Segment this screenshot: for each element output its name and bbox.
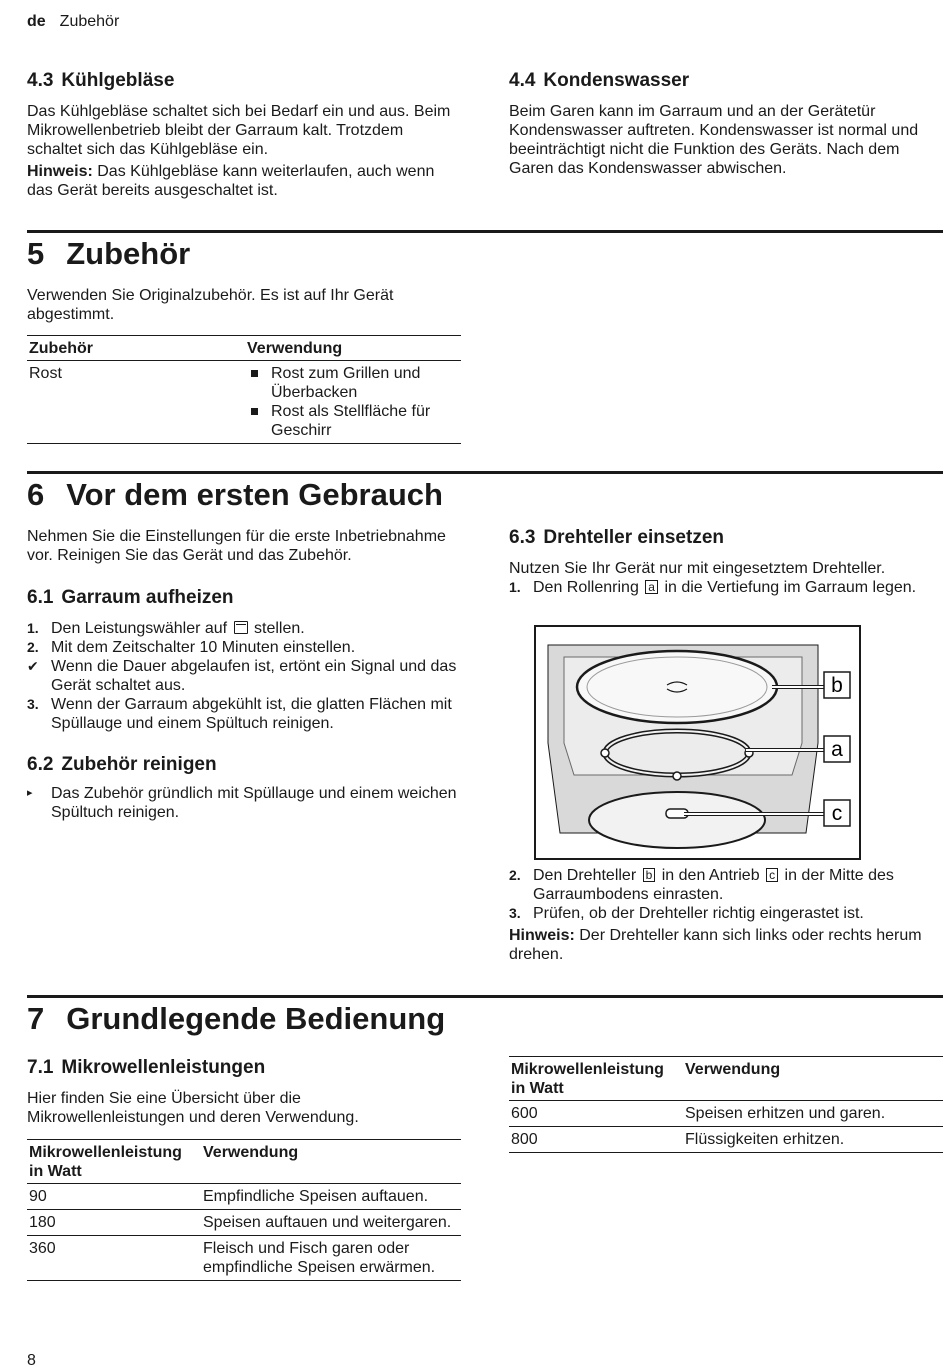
- turntable-figure: [534, 625, 862, 861]
- page-number: 8: [27, 1352, 36, 1369]
- paragraph: Hier finden Sie eine Übersicht über die Mikrowellenleistungen und deren Verwendung.: [27, 1090, 359, 1126]
- table-cell: Empfindliche Speisen auftauen.: [201, 1184, 461, 1210]
- note: Hinweis: Der Drehteller kann sich links oder rechts herum drehen.: [509, 927, 922, 963]
- step: 1. Den Leistungswähler auf stellen.: [27, 620, 305, 637]
- table-cell: 600: [509, 1101, 683, 1127]
- action-step: ▸ Das Zubehör gründlich mit Spüllauge und einem weichen Spültuch reinigen.: [27, 785, 457, 821]
- power-table-right: [509, 1056, 943, 1153]
- step: 2. Den Drehteller b in den Antrieb c in der Mitte des Garraumbodens einrasten.: [509, 867, 894, 903]
- table-header: Verwendung: [201, 1140, 461, 1184]
- table-cell: 800: [509, 1127, 683, 1153]
- table-row: [27, 1184, 461, 1210]
- turntable-plate: [577, 651, 777, 723]
- step: 2. Mit dem Zeitschalter 10 Minuten einstellen.: [27, 639, 356, 656]
- table-cell: Speisen erhitzen und garen.: [683, 1101, 943, 1127]
- chapter-7-title: [27, 1001, 627, 1037]
- figure-label-a: a: [831, 738, 843, 761]
- table-cell: Speisen auftauen und weitergaren.: [201, 1210, 461, 1236]
- table-cell: 90: [27, 1184, 201, 1210]
- chapter-title: 6 Vor dem ersten Gebrauch: [27, 477, 443, 512]
- power-table-right-wrap: [509, 1056, 943, 1153]
- section-title: 6.2 Zubehör reinigen: [27, 754, 217, 775]
- section-title: 4.3 Kühlgebläse: [27, 70, 175, 91]
- paragraph: Nutzen Sie Ihr Gerät nur mit eingesetztem Drehteller.: [509, 560, 886, 577]
- chapter-6-left: [27, 527, 457, 822]
- step-result: ✔ Wenn die Dauer abgelaufen ist, ertönt ein Signal und das Gerät schaltet aus.: [27, 658, 457, 694]
- table-row: [27, 361, 461, 444]
- header-title: Zubehör: [59, 13, 120, 30]
- section-title: 7.1 Mikrowellenleistungen: [27, 1057, 266, 1078]
- language-code: de: [27, 13, 46, 30]
- running-header: [27, 12, 119, 31]
- accessory-table: [27, 335, 461, 444]
- chapter-5: [27, 236, 467, 444]
- step: 3. Wenn der Garraum abgekühlt ist, die glatten Flächen mit Spüllauge und einem Spültuch reinigen.: [27, 696, 452, 732]
- table-row: [27, 1210, 461, 1236]
- chapter-6-title: [27, 477, 627, 513]
- drive-base: [589, 792, 765, 848]
- table-header: Mikrowellenleistung in Watt: [27, 1140, 201, 1184]
- table-cell: Flüssigkeiten erhitzen.: [683, 1127, 943, 1153]
- chapter-rule: [27, 471, 943, 474]
- note: Hinweis: Das Kühlgebläse kann weiterlaufen, auch wenn das Gerät bereits ausgeschaltet ist.: [27, 163, 435, 199]
- section-7-1: [27, 1057, 461, 1281]
- power-table-left: [27, 1139, 461, 1281]
- section-4-3: [27, 70, 457, 200]
- section-title: 6.3 Drehteller einsetzen: [509, 527, 724, 548]
- section-6-3-steps: [509, 866, 943, 964]
- check-icon: ✔: [27, 658, 39, 674]
- step: 3. Prüfen, ob der Drehteller richtig eingerastet ist.: [509, 905, 864, 922]
- table-header: Mikrowellenleistung in Watt: [509, 1057, 683, 1101]
- table-row: [27, 1236, 461, 1281]
- chapter-title: 5 Zubehör: [27, 236, 191, 271]
- microwave-setting-icon: [234, 621, 248, 634]
- table-header: Verwendung: [245, 336, 461, 361]
- list-item: Rost als Stellfläche für Geschirr: [247, 402, 459, 440]
- paragraph: Das Kühlgebläse schaltet sich bei Bedarf ein und aus. Beim Mikrowellenbetrieb bleibt der Garraum kalt. Trotzdem schaltet sich das Kühlgebläse ein.: [27, 103, 451, 158]
- arrow-icon: ▸: [27, 787, 33, 799]
- paragraph: Verwenden Sie Originalzubehör. Es ist auf Ihr Gerät abgestimmt.: [27, 287, 394, 323]
- chapter-title: 7 Grundlegende Bedienung: [27, 1001, 446, 1036]
- section-title: 4.4 Kondenswasser: [509, 70, 690, 91]
- figure-label-b: b: [831, 674, 843, 697]
- chapter-rule: [27, 230, 943, 233]
- section-title: 6.1 Garraum aufheizen: [27, 587, 234, 608]
- table-cell: Fleisch und Fisch garen oder empfindliche Speisen erwärmen.: [201, 1236, 461, 1281]
- table-cell: 180: [27, 1210, 201, 1236]
- table-row: [509, 1127, 943, 1153]
- table-cell: [245, 361, 461, 444]
- table-cell: Rost: [27, 361, 245, 444]
- figure-label-c: c: [831, 802, 843, 825]
- step: 1. Den Rollenring a in die Vertiefung im Garraum legen.: [509, 579, 917, 596]
- steps-list: [27, 619, 457, 733]
- table-header: Verwendung: [683, 1057, 943, 1101]
- section-4-4: [509, 70, 943, 178]
- chapter-rule: [27, 995, 943, 998]
- table-cell: 360: [27, 1236, 201, 1281]
- table-row: [509, 1101, 943, 1127]
- list-item: Rost zum Grillen und Überbacken: [247, 364, 459, 402]
- paragraph: Nehmen Sie die Einstellungen für die erste Inbetriebnahme vor. Reinigen Sie das Gerät und das Zubehör.: [27, 528, 446, 564]
- section-6-3: [509, 527, 943, 597]
- table-header: Zubehör: [27, 336, 245, 361]
- paragraph: Beim Garen kann im Garraum und an der Gerätetür Kondenswasser auftreten. Kondenswasser ist normal und beeinträchtigt nicht die Funktion des Geräts. Nach dem Garen das Kondenswasser abwischen.: [509, 103, 919, 177]
